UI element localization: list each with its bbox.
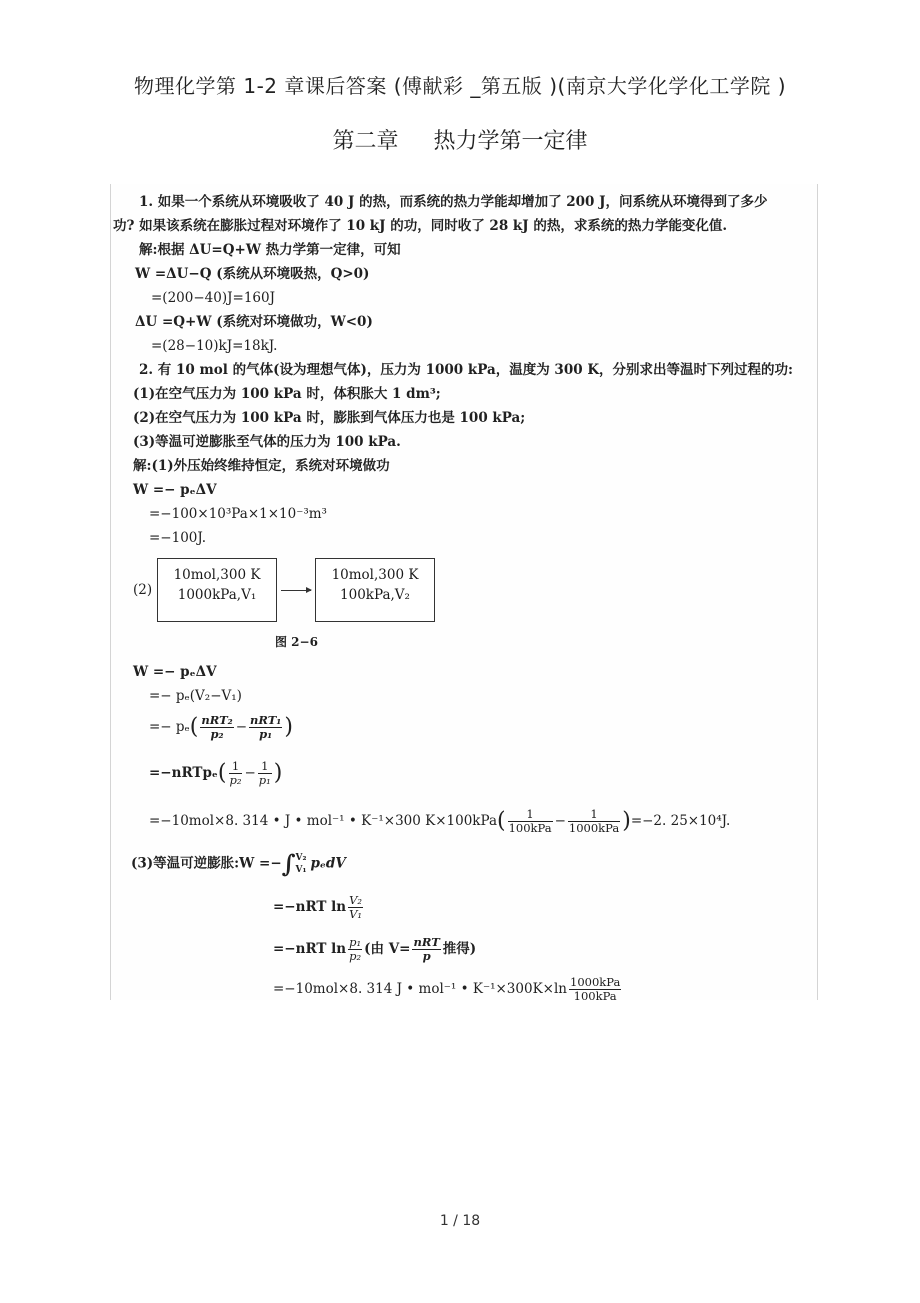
- q2-step2-d: =−nRTpₑ( $\frac{1}{\text{p₂}}$ − $\frac{1}{\text{p₁}}$ ): [149, 759, 283, 787]
- q1-solution-5: =(28−10)kJ=18kJ.: [151, 338, 278, 354]
- q2-step3-c-prefix: =−nRT ln: [273, 941, 347, 957]
- frac-numerator: nRT₁: [250, 713, 282, 727]
- frac-numerator: p₁: [349, 935, 362, 949]
- q1-solution-2: W =ΔU−Q (系统从环境吸热，Q>0): [135, 266, 370, 282]
- frac-numerator: 1: [231, 759, 240, 773]
- q1-line-2: 功? 如果该系统在膨胀过程对环境作了 10 kJ 的功，同时收了 28 kJ 的热，求系统的热力学能变化值.: [113, 218, 728, 234]
- frac-denominator: 100kPa: [569, 989, 621, 1003]
- frac-numerator: 1: [526, 807, 534, 821]
- q1-line-1: 1. 如果一个系统从环境吸收了 40 J 的热，而系统的热力学能却增加了 200 J，问系统从环境得到了多少: [139, 194, 768, 210]
- q1-solution-3: =(200−40)J=160J: [151, 290, 276, 306]
- integral-sign: ∫: [281, 849, 296, 878]
- document-title: 物理化学第 1-2 章课后答案 (傅献彩 _第五版 )(南京大学化学化工学院 ): [133, 74, 787, 98]
- q2-step2-e: =−10mol×8. 314 • J • mol⁻¹ • K⁻¹×300 K×100kPa( $\frac{1}{\text{100kPa}}$ − $\frac{1}{\text{1000kPa}}$ )=−2. 25×10⁴J.: [149, 807, 731, 835]
- q2-line-3: (2)在空气压力为 100 kPa 时，膨胀到气体压力也是 100 kPa;: [133, 410, 526, 426]
- state-box-initial: [157, 558, 277, 622]
- frac-denominator: p₁: [249, 727, 282, 741]
- frac-denominator: p₂: [229, 773, 242, 787]
- q2-step1-a: W =− pₑΔV: [133, 482, 217, 498]
- q2-step3-d: [273, 976, 623, 1003]
- frac-denominator: p: [412, 949, 440, 963]
- q2-step1-b: =−100×10³Pa×1×10⁻³m³: [149, 506, 327, 522]
- q2-step3-b-prefix: =−nRT ln: [273, 899, 347, 915]
- page-number: 1 / 18: [439, 1213, 481, 1229]
- figure-label: (2): [133, 582, 153, 598]
- q2-step3-a-integrand: pₑdV: [310, 855, 346, 872]
- frac-denominator: 1000kPa: [568, 821, 620, 835]
- process-arrow: [281, 590, 311, 591]
- q2-step3-d-prefix: =−10mol×8. 314 J • mol⁻¹ • K⁻¹×300K×ln: [273, 981, 567, 997]
- q2-line-1: 2. 有 10 mol 的气体(设为理想气体)，压力为 1000 kPa，温度为 300 K，分别求出等温时下列过程的功:: [139, 362, 794, 378]
- integral-upper-limit: V₂: [295, 853, 307, 863]
- q2-step1-c: =−100J.: [149, 530, 207, 546]
- q2-step2-a: W =− pₑΔV: [133, 664, 217, 680]
- frac-numerator: 1000kPa: [570, 975, 621, 989]
- scanned-page: [110, 184, 818, 1003]
- q1-solution-4: ΔU =Q+W (系统对环境做功，W<0): [135, 314, 373, 330]
- frac-denominator: 100kPa: [508, 821, 552, 835]
- frac-numerator: 1: [590, 807, 598, 821]
- frac-denominator: p₂: [200, 727, 233, 741]
- q2-step2-c-prefix: =− pₑ: [149, 719, 190, 735]
- state-initial-line-1: 10mol,300 K: [173, 567, 261, 583]
- frac-numerator: nRT: [413, 935, 440, 949]
- state-box-final: [315, 558, 435, 622]
- q2-step2-e-result: =−2. 25×10⁴J.: [630, 813, 731, 829]
- state-final-line-2: 100kPa,V₂: [340, 587, 410, 603]
- q1-solution-1: 解:根据 ΔU=Q+W 热力学第一定律，可知: [139, 242, 401, 258]
- q2-step2-b: =− pₑ(V₂−V₁): [149, 688, 242, 704]
- frac-denominator: p₂: [349, 949, 362, 963]
- q2-line-4: (3)等温可逆膨胀至气体的压力为 100 kPa.: [133, 434, 401, 450]
- figure-caption: 图 2−6: [275, 635, 318, 649]
- state-initial-line-2: 1000kPa,V₁: [177, 587, 257, 603]
- frac-denominator: p₁: [258, 773, 271, 787]
- chapter-title: 第二章 热力学第一定律: [332, 129, 588, 154]
- q2-step3-b: [273, 894, 365, 921]
- q2-step3-c: [273, 936, 476, 963]
- frac-denominator: V₁: [349, 907, 363, 921]
- q2-step2-e-prefix: =−10mol×8. 314 • J • mol⁻¹ • K⁻¹×300 K×100kPa: [149, 813, 497, 829]
- q2-step2-c: =− pₑ( $\frac{\text{nRT₂}}{\text{p₂}}$ − $\frac{\text{nRT₁}}{\text{p₁}}$ ): [149, 713, 293, 741]
- q2-solution-heading: 解:(1)外压始终维持恒定，系统对环境做功: [133, 458, 390, 474]
- q2-step3-c-middle: (由 V=: [364, 941, 411, 957]
- integral-lower-limit: V₁: [295, 865, 307, 875]
- frac-numerator: 1: [261, 759, 269, 773]
- q2-step2-d-prefix: =−nRTpₑ: [149, 765, 218, 781]
- q2-line-2: (1)在空气压力为 100 kPa 时，体积胀大 1 dm³;: [133, 386, 441, 402]
- q2-step3-a-prefix: (3)等温可逆膨胀:W =−: [131, 855, 282, 872]
- frac-numerator: nRT₂: [201, 713, 233, 727]
- state-final-line-1: 10mol,300 K: [331, 567, 419, 583]
- frac-numerator: V₂: [349, 893, 363, 907]
- q2-step3-c-suffix: 推得): [442, 941, 477, 957]
- q2-step3-a: [131, 849, 346, 878]
